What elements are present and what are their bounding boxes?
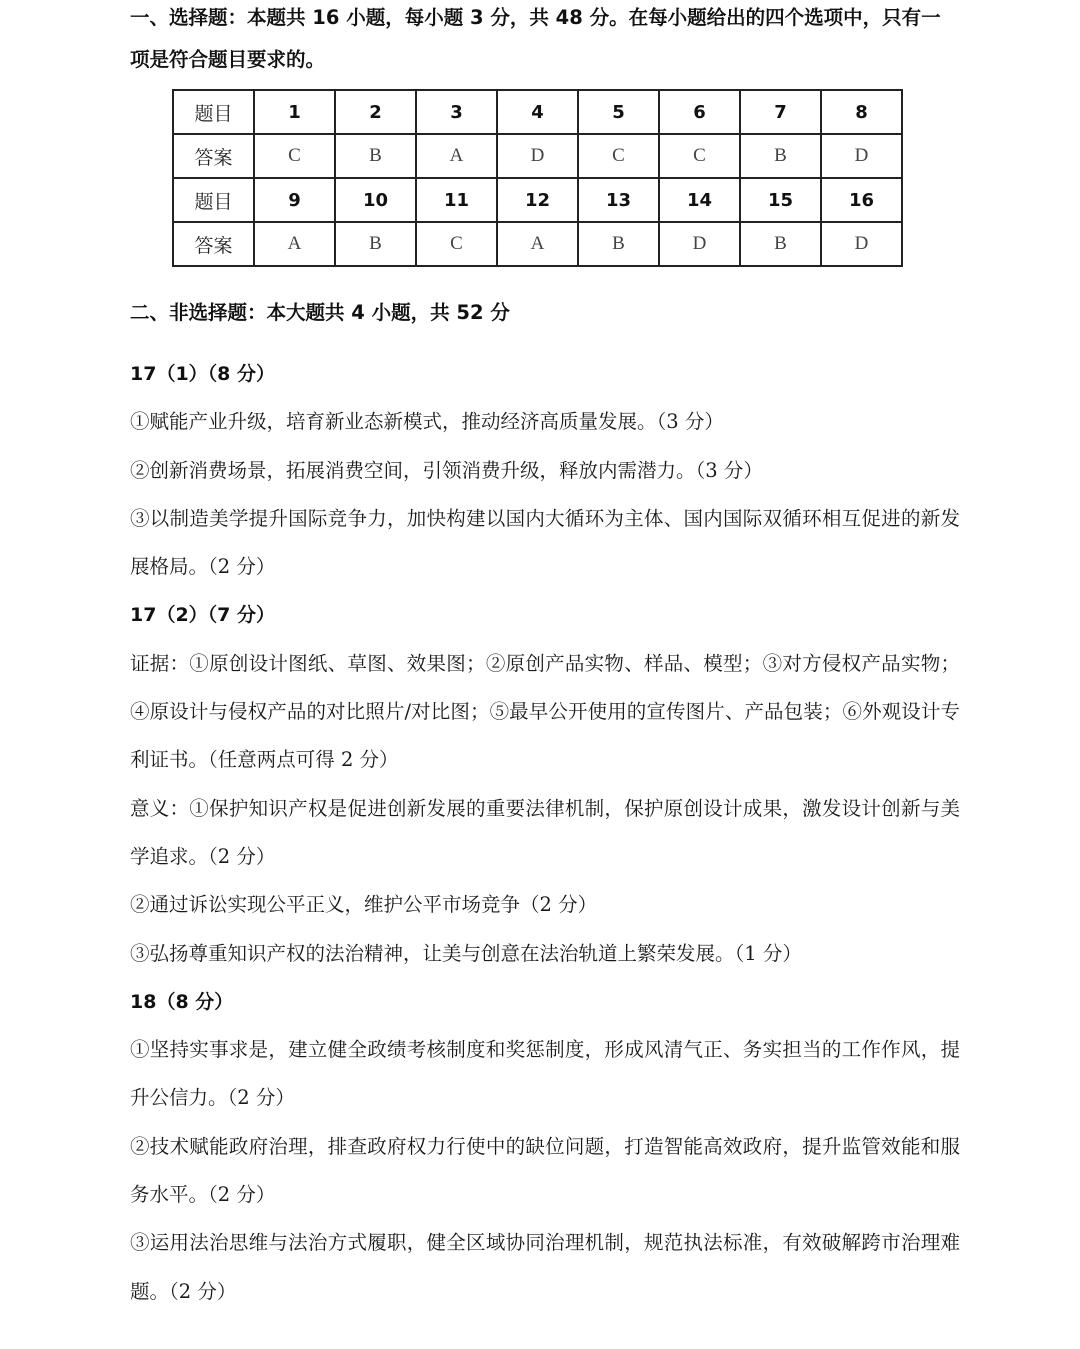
answer-cell: B [335,134,416,178]
q17-2-evidence: 证据：①原创设计图纸、草图、效果图；②原创产品实物、样品、模型；③对方侵权产品实物；④原设计与侵权产品的对比照片/对比图；⑤最早公开使用的宣传图片、产品包装；⑥外观设计专利证书。（任意两点可得 2 分） [130,651,960,772]
q18-point: ①坚持实事求是，建立健全政绩考核制度和奖惩制度，形成风清气正、务实担当的工作作风，提升公信力。（2 分） [130,1038,960,1110]
answer-label-cell: 答案 [173,222,254,266]
answer-cell: B [578,222,659,266]
question-number-cell: 12 [497,178,578,222]
table-row [173,222,902,266]
q17-1-point: ①赋能产业升级，培育新业态新模式，推动经济高质量发展。（3 分） [130,410,724,434]
section2-title: 二、非选择题：本大题共 4 小题，共 52 分 [130,301,510,324]
answer-cell: D [659,222,740,266]
answer-cell: C [254,134,335,178]
answer-cell: A [497,222,578,266]
question-number-cell: 6 [659,90,740,134]
answer-cell: D [821,222,902,266]
q17-1-heading: 17（1）（8 分） [130,363,275,385]
answer-cell: B [335,222,416,266]
question-number-cell: 11 [416,178,497,222]
section1-title: 一、选择题：本题共 16 小题，每小题 3 分，共 48 分。在每小题给出的四个选项中，只有一项是符合题目要求的。 [130,6,941,71]
question-number-cell: 13 [578,178,659,222]
answer-body [130,350,960,1316]
answer-cell: A [416,134,497,178]
q17-1-point: ③以制造美学提升国际竞争力，加快构建以国内大循环为主体、国内国际双循环相互促进的新发展格局。（2 分） [130,506,960,579]
question-number-cell: 8 [821,90,902,134]
q17-1-point: ②创新消费场景，拓展消费空间，引领消费升级，释放内需潜力。（3 分） [130,458,763,482]
question-number-cell: 4 [497,90,578,134]
answer-cell: A [254,222,335,266]
question-number-cell: 3 [416,90,497,134]
answer-cell: B [740,134,821,178]
question-number-cell: 2 [335,90,416,134]
q17-2-heading: 17（2）（7 分） [130,604,275,627]
q18-point: ③运用法治思维与法治方式履职，健全区域协同治理机制，规范执法标准，有效破解跨市治理难题。（2 分） [130,1231,960,1303]
question-number-cell: 1 [254,90,335,134]
answer-cell: B [740,222,821,266]
question-number-cell: 7 [740,90,821,134]
answer-cell: C [416,222,497,266]
answer-cell: C [578,134,659,178]
table-row [173,178,902,222]
question-label-cell: 题目 [173,178,254,222]
answer-table [172,89,903,267]
question-number-cell: 10 [335,178,416,222]
question-number-cell: 14 [659,178,740,222]
q17-2-significance: 意义：①保护知识产权是促进创新发展的重要法律机制，保护原创设计成果，激发设计创新与美学追求。（2 分） [130,796,960,868]
table-row [173,134,902,178]
q17-2-point: ②通过诉讼实现公平正义，维护公平市场竞争（2 分） [130,893,598,917]
q17-2-point: ③弘扬尊重知识产权的法治精神，让美与创意在法治轨道上繁荣发展。（1 分） [130,941,802,965]
q18-heading: 18（8 分） [130,990,234,1013]
question-number-cell: 5 [578,90,659,134]
question-number-cell: 9 [254,178,335,222]
q18-point: ②技术赋能政府治理，排查政府权力行使中的缺位问题，打造智能高效政府，提升监管效能和服务水平。（2 分） [130,1134,960,1207]
answer-cell: D [821,134,902,178]
answer-label-cell: 答案 [173,134,254,178]
question-label-cell: 题目 [173,90,254,134]
answer-cell: D [497,134,578,178]
question-number-cell: 16 [821,178,902,222]
question-number-cell: 15 [740,178,821,222]
table-row [173,90,902,134]
answer-cell: C [659,134,740,178]
